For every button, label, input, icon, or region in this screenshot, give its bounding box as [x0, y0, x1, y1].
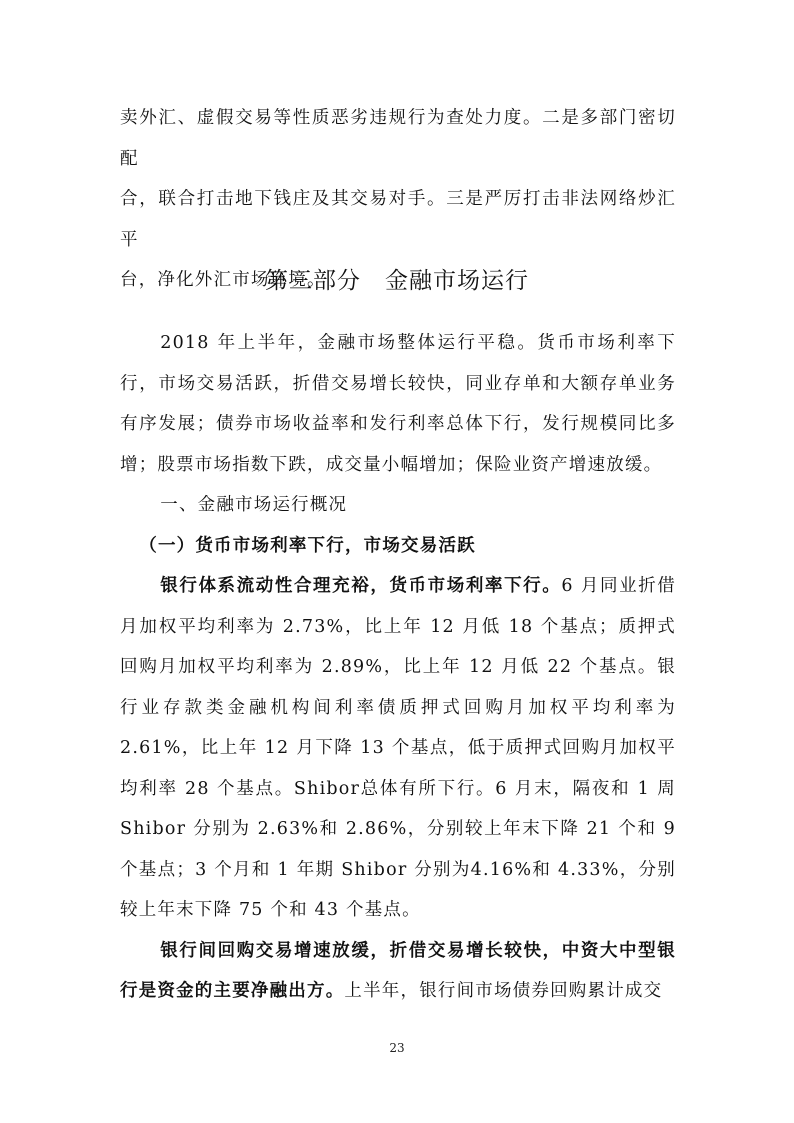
repo-lead: 银行间回购交易增速放缓，折借交易增长较快，中资大中型银行是资金的主要净融出方。	[120, 940, 676, 1001]
main-content	[120, 323, 676, 1012]
text-line: 合，联合打击地下钱庄及其交易对手。三是严厉打击非法网络炒汇平	[120, 189, 676, 250]
page-number: 23	[389, 1041, 405, 1055]
intro-paragraph: 2018 年上半年，金融市场整体运行平稳。货币市场利率下行，市场交易活跃，折借交易增长较快，同业存单和大额存单业务有序发展；债券市场收益率和发行利率总体下行，发行规模同比多增；股票市场指数下跌，成交量小幅增加；保险业资产增速放缓。	[120, 333, 676, 475]
heading-level-2: （一）货币市场利率下行，市场交易活跃	[139, 535, 476, 556]
repo-text: 上半年，银行间市场债券回购累计成交	[344, 981, 663, 1001]
liquidity-text: 6 月同业折借月加权平均利率为 2.73%，比上年 12 月低 18 个基点；质押式回购月加权平均利率为 2.89%，比上年 12 月低 22 个基点。银行业存款类金融机构间利率债质押式回购月加权平均利率为 2.61%，比上年 12 月下降 13 个基点，低于质押式回购月加权平均利率 28 个基点。Shibor总体有所下行。6 月末，隔夜和 1 周 Shibor 分别为 2.63%和 2.86%，分别较上年末下降 21 个和 9 个基点；3 个月和 1 年期 Shibor 分别为4.16%和 4.33%，分别较上年末下降 75 个和 43 个基点。	[120, 576, 676, 920]
text-line: 卖外汇、虚假交易等性质恶劣违规行为查处力度。二是多部门密切配	[120, 108, 676, 169]
text-line: 台，净化外汇市场环境。	[120, 270, 326, 290]
repo-paragraph	[120, 931, 676, 1012]
heading-level-1: 一、金融市场运行概况	[160, 495, 348, 515]
liquidity-paragraph	[120, 566, 676, 931]
liquidity-lead: 银行体系流动性合理充裕，货币市场利率下行。	[160, 576, 562, 596]
section-title: 第三部分 金融市场运行	[265, 268, 529, 294]
